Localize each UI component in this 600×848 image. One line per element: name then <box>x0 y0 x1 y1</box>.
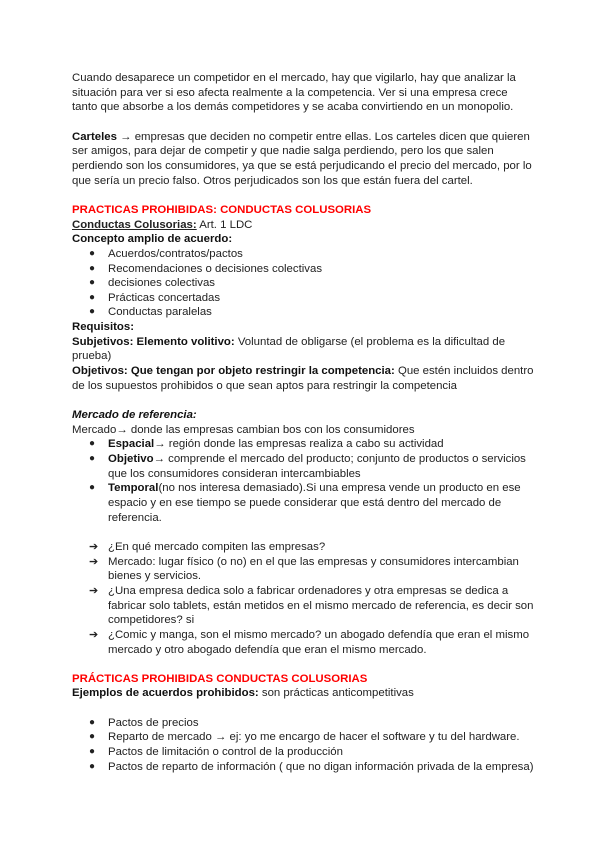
ejemplos-label: Ejemplos de acuerdos prohibidos: <box>72 687 259 700</box>
bullet-icon: ● <box>89 262 96 274</box>
bullet-icon: ● <box>89 438 96 450</box>
ejemplos-list <box>72 716 534 775</box>
list-item: ● Espacial→ región donde las empresas realiza a cabo su actividad <box>89 438 444 451</box>
mercado-def: Mercado→ donde las empresas cambian bos con los consumidores <box>72 423 415 436</box>
carteles-term: Carteles <box>72 130 117 143</box>
requisitos-label: Requisitos: <box>72 321 135 334</box>
list-item: ➔ Mercado: lugar físico (o no) en el que las empresas y consumidores intercambian bienes y servicios. <box>89 555 519 583</box>
conductas-label: Conductas Colusorias: <box>72 218 197 231</box>
conductas-line <box>72 218 534 233</box>
paragraph-carteles <box>72 130 534 189</box>
arrow-icon: ➔ <box>89 555 99 568</box>
list-item: ● Reparto de mercado → ej: yo me encargo de hacer el software y tu del hardware. <box>89 731 520 744</box>
list-item: ➔ ¿Una empresa dedica solo a fabricar ordenadores y otra empresas se dedica a fabricar solo tablets, están metidos en el mismo mercado de referencia, es decir son competidores? si <box>89 584 534 627</box>
bullet-icon: ● <box>89 291 96 303</box>
list-item: ● Pactos de reparto de información ( que no digan información privada de la empresa) <box>89 760 534 773</box>
bullet-icon: ● <box>89 760 96 772</box>
section-heading: PRÁCTICAS PROHIBIDAS CONDUCTAS COLUSORIAS <box>72 672 368 685</box>
bullet-icon: ● <box>89 731 96 743</box>
list-item: ➔ ¿Comic y manga, son el mismo mercado? un abogado defendía que eran el mismo mercado y otro abogado defendía que eran el mismo mercado. <box>89 628 530 656</box>
subjetivos-line <box>72 335 534 364</box>
arrow-icon: ➔ <box>89 584 99 597</box>
bullet-icon: ● <box>89 716 96 728</box>
section-heading: PRACTICAS PROHIBIDAS: CONDUCTAS COLUSORIAS <box>72 203 372 216</box>
list-item: ● Conductas paralelas <box>89 306 212 319</box>
bullet-icon: ● <box>89 277 96 289</box>
concepto-heading <box>72 232 534 247</box>
list-item: ● decisiones colectivas <box>89 277 215 290</box>
list-item: ● Pactos de precios <box>89 716 199 729</box>
arrow-list <box>72 540 534 657</box>
ejemplos-text: son prácticas anticompetitivas <box>258 687 414 700</box>
paragraph-competitor: Cuando desaparece un competidor en el mercado, hay que vigilarlo, hay que analizar la situación para ver si eso afecta realmente a la competencia. Ver si una empresa crece tanto que absorbe a los demás competidores y se acaba convirtiendo en un monopolio. <box>72 72 516 114</box>
list-item: ● Temporal(no nos interesa demasiado).Si una empresa vende un producto en ese espacio y en ese tiempo se puede considerar que está dentro del mercado de referencia. <box>89 482 521 524</box>
list-item: ● Prácticas concertadas <box>89 291 221 304</box>
ejemplos-line <box>72 686 534 701</box>
list-item: ● Acuerdos/contratos/pactos <box>89 247 243 260</box>
requisitos-heading <box>72 320 534 335</box>
concepto-label: Concepto amplio de acuerdo: <box>72 233 233 246</box>
bullet-icon: ● <box>89 453 96 465</box>
objetivos-line <box>72 364 534 393</box>
bullet-icon: ● <box>89 482 96 494</box>
list-item: ● Pactos de limitación o control de la producción <box>89 746 343 759</box>
concepto-list <box>72 247 534 320</box>
bullet-icon: ● <box>89 247 96 259</box>
subjetivos-text: Voluntad de obligarse (el problema es la dificultad de prueba) <box>72 335 506 363</box>
bullet-icon: ● <box>89 746 96 758</box>
conductas-text: Art. 1 LDC <box>196 218 253 231</box>
arrow-icon: ➔ <box>89 628 99 641</box>
arrow-icon: ➔ <box>89 540 99 553</box>
list-item: ➔ ¿En qué mercado compiten las empresas? <box>89 540 326 553</box>
bullet-icon: ● <box>89 306 96 318</box>
list-item: ● Objetivo→ comprende el mercado del producto; conjunto de productos o servicios que los consumidores consideran intercambiables <box>89 453 526 480</box>
carteles-text: → empresas que deciden no competir entre ellas. Los carteles dicen que quieren ser amigos, para dejar de competir y que nadie salga perdiendo, pero los que salen perdiendo son los consumidores, ya que se está perjudicando el precio del mercado, por lo que sería un precio falso. Otros perjudicados son los que están fuera del cartel. <box>72 130 532 187</box>
mercado-list <box>72 437 534 525</box>
objetivos-label: Objetivos: Que tengan por objeto restringir la competencia: <box>72 365 395 378</box>
list-item: ● Recomendaciones o decisiones colectivas <box>89 262 323 275</box>
mercado-ref-label: Mercado de referencia: <box>72 409 197 422</box>
subjetivos-label: Subjetivos: Elemento volitivo: <box>72 335 235 348</box>
mercado-ref-heading <box>72 408 534 423</box>
objetivos-text: Que estén incluidos dentro de los supuestos prohibidos o que sean aptos para restringir la competencia <box>72 365 534 392</box>
